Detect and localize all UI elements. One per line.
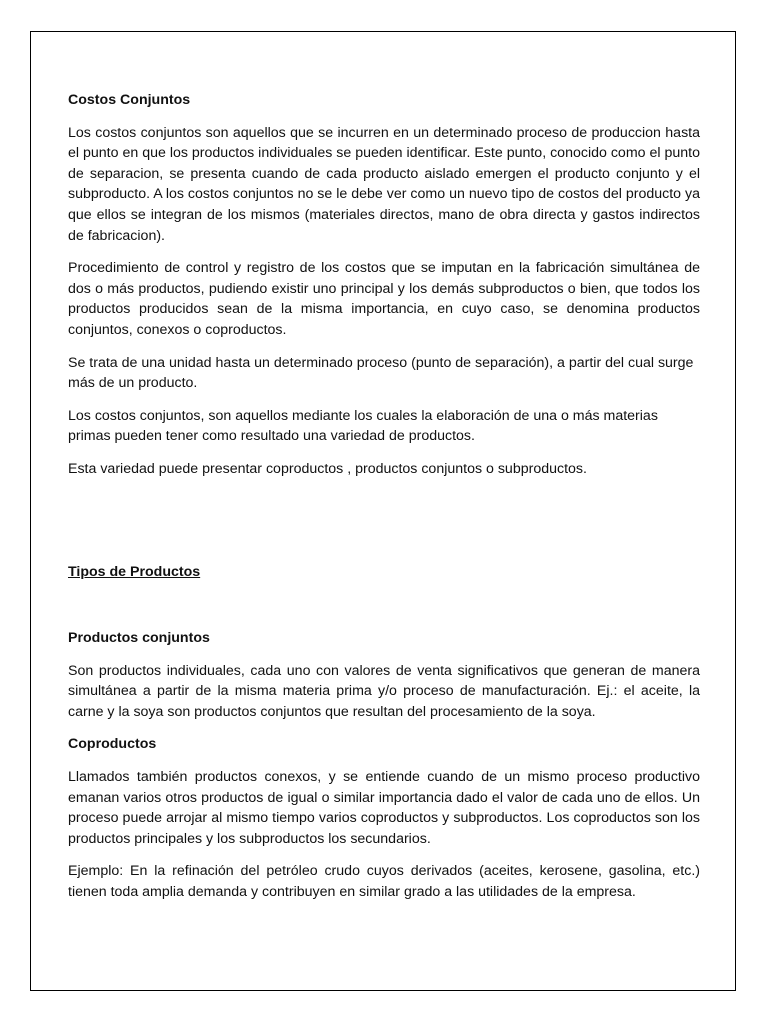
paragraph-raw-materials: Los costos conjuntos, son aquellos mediante los cuales la elaboración de una o más materias primas pueden tener como resultado una variedad de productos. [68, 407, 658, 445]
section-title-productos-conjuntos: Productos conjuntos [68, 630, 210, 647]
paragraph-coproductos: Llamados también productos conexos, y se entiende cuando de un mismo proceso productivo emanan varios otros productos de igual o similar importancia dado el valor de cada uno de ellos. Un proceso puede arrojar al mismo tiempo varios coproductos y subproductos. Los coproductos son los productos principales y los subproductos los secundarios. [68, 769, 700, 847]
paragraph-definition: Los costos conjuntos son aquellos que se incurren en un determinado proceso de produccion hasta el punto en que los productos individuales se pueden identificar. Este punto, conocido como el punto de separacion, se presenta cuando de cada producto aislado emergen el producto conjunto y el subproducto. A los costos conjuntos no se le debe ver como un nuevo tipo de costos del producto ya que ellos se integran de los mismos (materiales directos, mano de obra directa y gastos indirectos de fabricacion). [68, 124, 700, 244]
paragraph-example: Ejemplo: En la refinación del petróleo crudo cuyos derivados (aceites, kerosene, gasolina, etc.) tienen toda amplia demanda y contribuyen en similar grado a las utilidades de la empresa. [68, 863, 700, 901]
section-title-coproductos: Coproductos [68, 736, 157, 753]
document-body [68, 90, 700, 915]
paragraph-unit: Se trata de una unidad hasta un determinado proceso (punto de separación), a partir del cual surge más de un producto. [68, 354, 694, 392]
document-page [30, 31, 736, 991]
paragraph-procedure: Procedimiento de control y registro de los costos que se imputan en la fabricación simultánea de dos o más productos, pudiendo existir uno principal y los demás subproductos o bien, que todos los productos producidos sean de la misma importancia, en cuyo caso, se denomina productos conjuntos, conexos o coproductos. [68, 260, 700, 338]
paragraph-productos-conjuntos: Son productos individuales, cada uno con valores de venta significativos que generan de manera simultánea a partir de la misma materia prima y/o proceso de manufacturación. Ej.: el aceite, la carne y la soya son productos conjuntos que resultan del procesamiento de la soya. [68, 662, 700, 720]
section-title-costos-conjuntos: Costos Conjuntos [68, 92, 191, 108]
paragraph-variety: Esta variedad puede presentar coproductos , productos conjuntos o subproductos. [68, 460, 587, 477]
section-title-tipos-de-productos: Tipos de Productos [68, 563, 201, 580]
